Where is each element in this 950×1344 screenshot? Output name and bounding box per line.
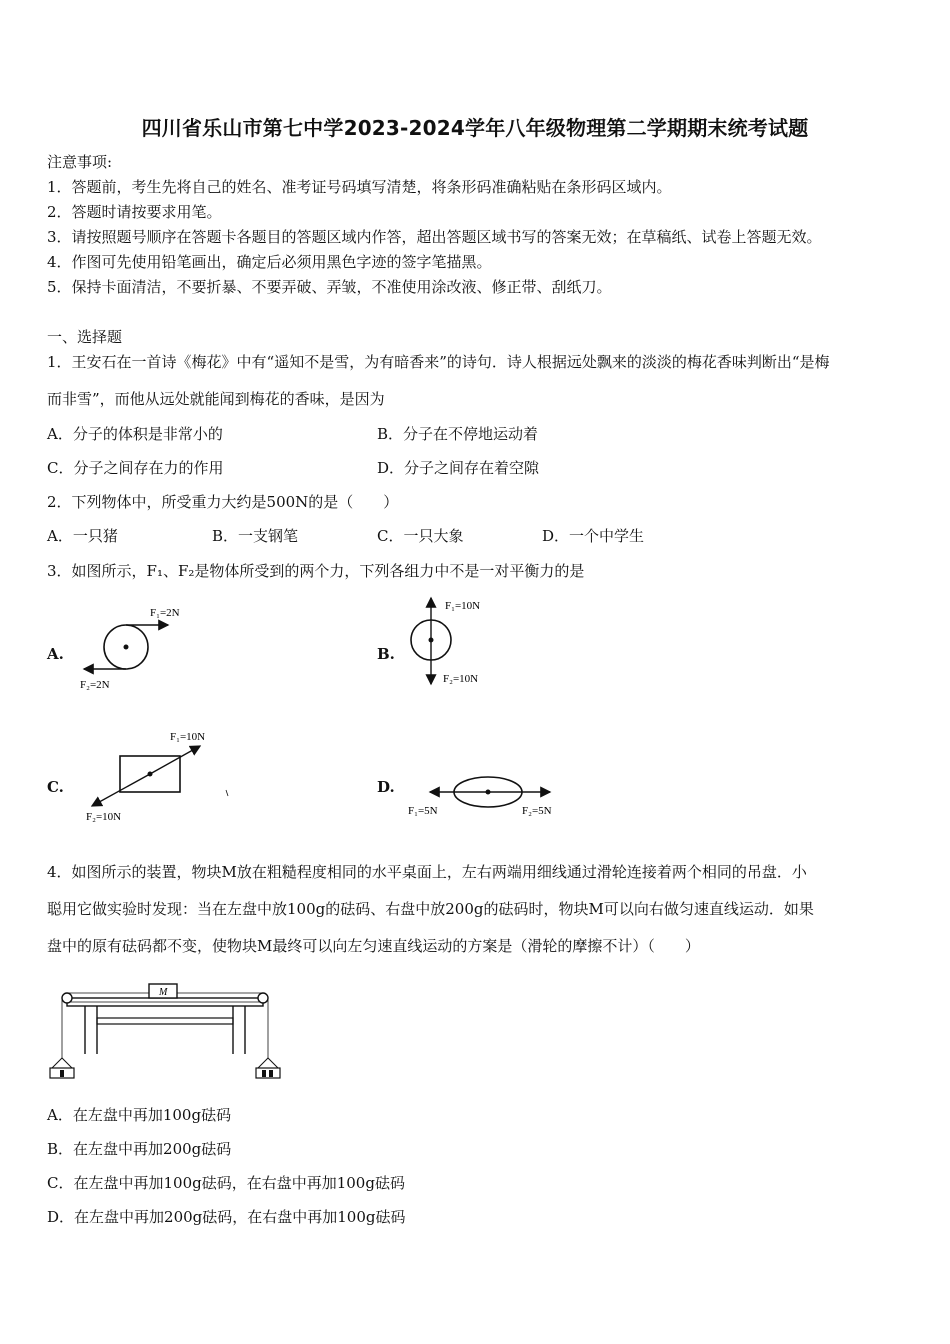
notice-heading: 注意事项: [47, 153, 113, 171]
notice-item: 3．请按照题号顺序在答题卡各题目的答题区域内作答，超出答题区域书写的答案无效；在草稿纸、试卷上答题无效。 [47, 228, 822, 246]
q1-option-c: C．分子之间存在力的作用 [47, 459, 224, 477]
left-pan-weight [60, 1070, 64, 1077]
q3-label-d: D. [377, 778, 395, 796]
q2-option-b: B．一支钢笔 [212, 527, 299, 545]
q3-label-b: B. [377, 645, 395, 663]
block-m-label: M [159, 987, 168, 998]
q1-option-a: A．分子的体积是非常小的 [47, 425, 223, 443]
force-f2-label: F₂=10N [86, 811, 122, 823]
left-pan-hanger [52, 1058, 72, 1068]
force-f2-label: F₂=2N [80, 679, 110, 691]
wheel-center [124, 645, 129, 650]
q3-label-c: C. [47, 778, 64, 796]
q4-option-b: B．在左盘中再加200g砝码 [47, 1140, 232, 1158]
q4-stem-line1: 4．如图所示的装置，物块M放在粗糙程度相同的水平桌面上，左右两端用细线通过滑轮连接着两个相同的吊盘．小 [47, 863, 807, 881]
table-crossbar [97, 1018, 233, 1024]
force-f1-label: F₁=5N [408, 805, 438, 817]
right-pan-weight [262, 1070, 266, 1077]
right-pan [256, 1068, 280, 1078]
q3-label-a: A. [47, 645, 64, 663]
q2-stem: 2．下列物体中，所受重力大约是500N的是（ ） [47, 493, 399, 511]
q1-option-b: B．分子在不停地运动着 [377, 425, 539, 443]
q1-stem-line2: 而非雪”，而他从远处就能闻到梅花的香味，是因为 [47, 390, 385, 408]
page-title: 四川省乐山市第七中学2023-2024学年八年级物理第二学期期末统考试题 [141, 116, 809, 140]
q4-stem-line2: 聪用它做实验时发现：当在左盘中放100g的砝码、右盘中放200g的砝码时，物块M可以向右做匀速直线运动．如果 [47, 900, 814, 918]
force-f1-label: F₁=2N [150, 607, 180, 619]
right-pan-weight [269, 1070, 273, 1077]
q3-figure-b [400, 592, 510, 687]
q4-option-a: A．在左盘中再加100g砝码 [47, 1106, 232, 1124]
stray-mark [226, 790, 228, 796]
q3-figure-c [78, 726, 238, 826]
force-f2-label: F₂=10N [443, 673, 479, 685]
q4-apparatus-figure [45, 978, 285, 1082]
q1-option-d: D．分子之间存在着空隙 [377, 459, 540, 477]
q2-option-a: A．一只猪 [47, 527, 118, 545]
notice-item: 1．答题前，考生先将自己的姓名、准考证号码填写清楚，将条形码准确粘贴在条形码区域内。 [47, 178, 672, 196]
q3-stem: 3．如图所示，F₁、F₂是物体所受到的两个力，下列各组力中不是一对平衡力的是 [47, 562, 585, 580]
force-f1-arrow [150, 746, 200, 774]
q4-option-c: C．在左盘中再加100g砝码，在右盘中再加100g砝码 [47, 1174, 405, 1192]
q1-stem-line1: 1．王安石在一首诗《梅花》中有“遥知不是雪，为有暗香来”的诗句．诗人根据远处飘来的淡淡的梅花香味判断出“是梅 [47, 353, 830, 371]
q4-stem-line3: 盘中的原有砝码都不变，使物块M最终可以向左匀速直线运动的方案是（滑轮的摩擦不计）（ ） [47, 937, 700, 955]
force-f2-label: F₂=5N [522, 805, 552, 817]
right-pulley [258, 993, 268, 1003]
force-f1-label: F₁=10N [170, 731, 206, 743]
q3-figure-a [70, 600, 200, 695]
force-f1-label: F₁=10N [445, 600, 481, 612]
section-heading: 一、选择题 [47, 328, 123, 346]
q2-option-d: D．一个中学生 [542, 527, 645, 545]
notice-item: 2．答题时请按要求用笔。 [47, 203, 222, 221]
notice-item: 5．保持卡面清洁，不要折暴、不要弄破、弄皱，不准使用涂改液、修正带、刮纸刀。 [47, 278, 612, 296]
notice-item: 4．作图可先使用铅笔画出，确定后必须用黑色字迹的签字笔描黑。 [47, 253, 492, 271]
force-f2-arrow [92, 774, 150, 806]
left-pulley [62, 993, 72, 1003]
q3-figure-d [400, 768, 570, 824]
q2-option-c: C．一只大象 [377, 527, 464, 545]
right-pan-hanger [258, 1058, 278, 1068]
q4-option-d: D．在左盘中再加200g砝码，在右盘中再加100g砝码 [47, 1208, 406, 1226]
